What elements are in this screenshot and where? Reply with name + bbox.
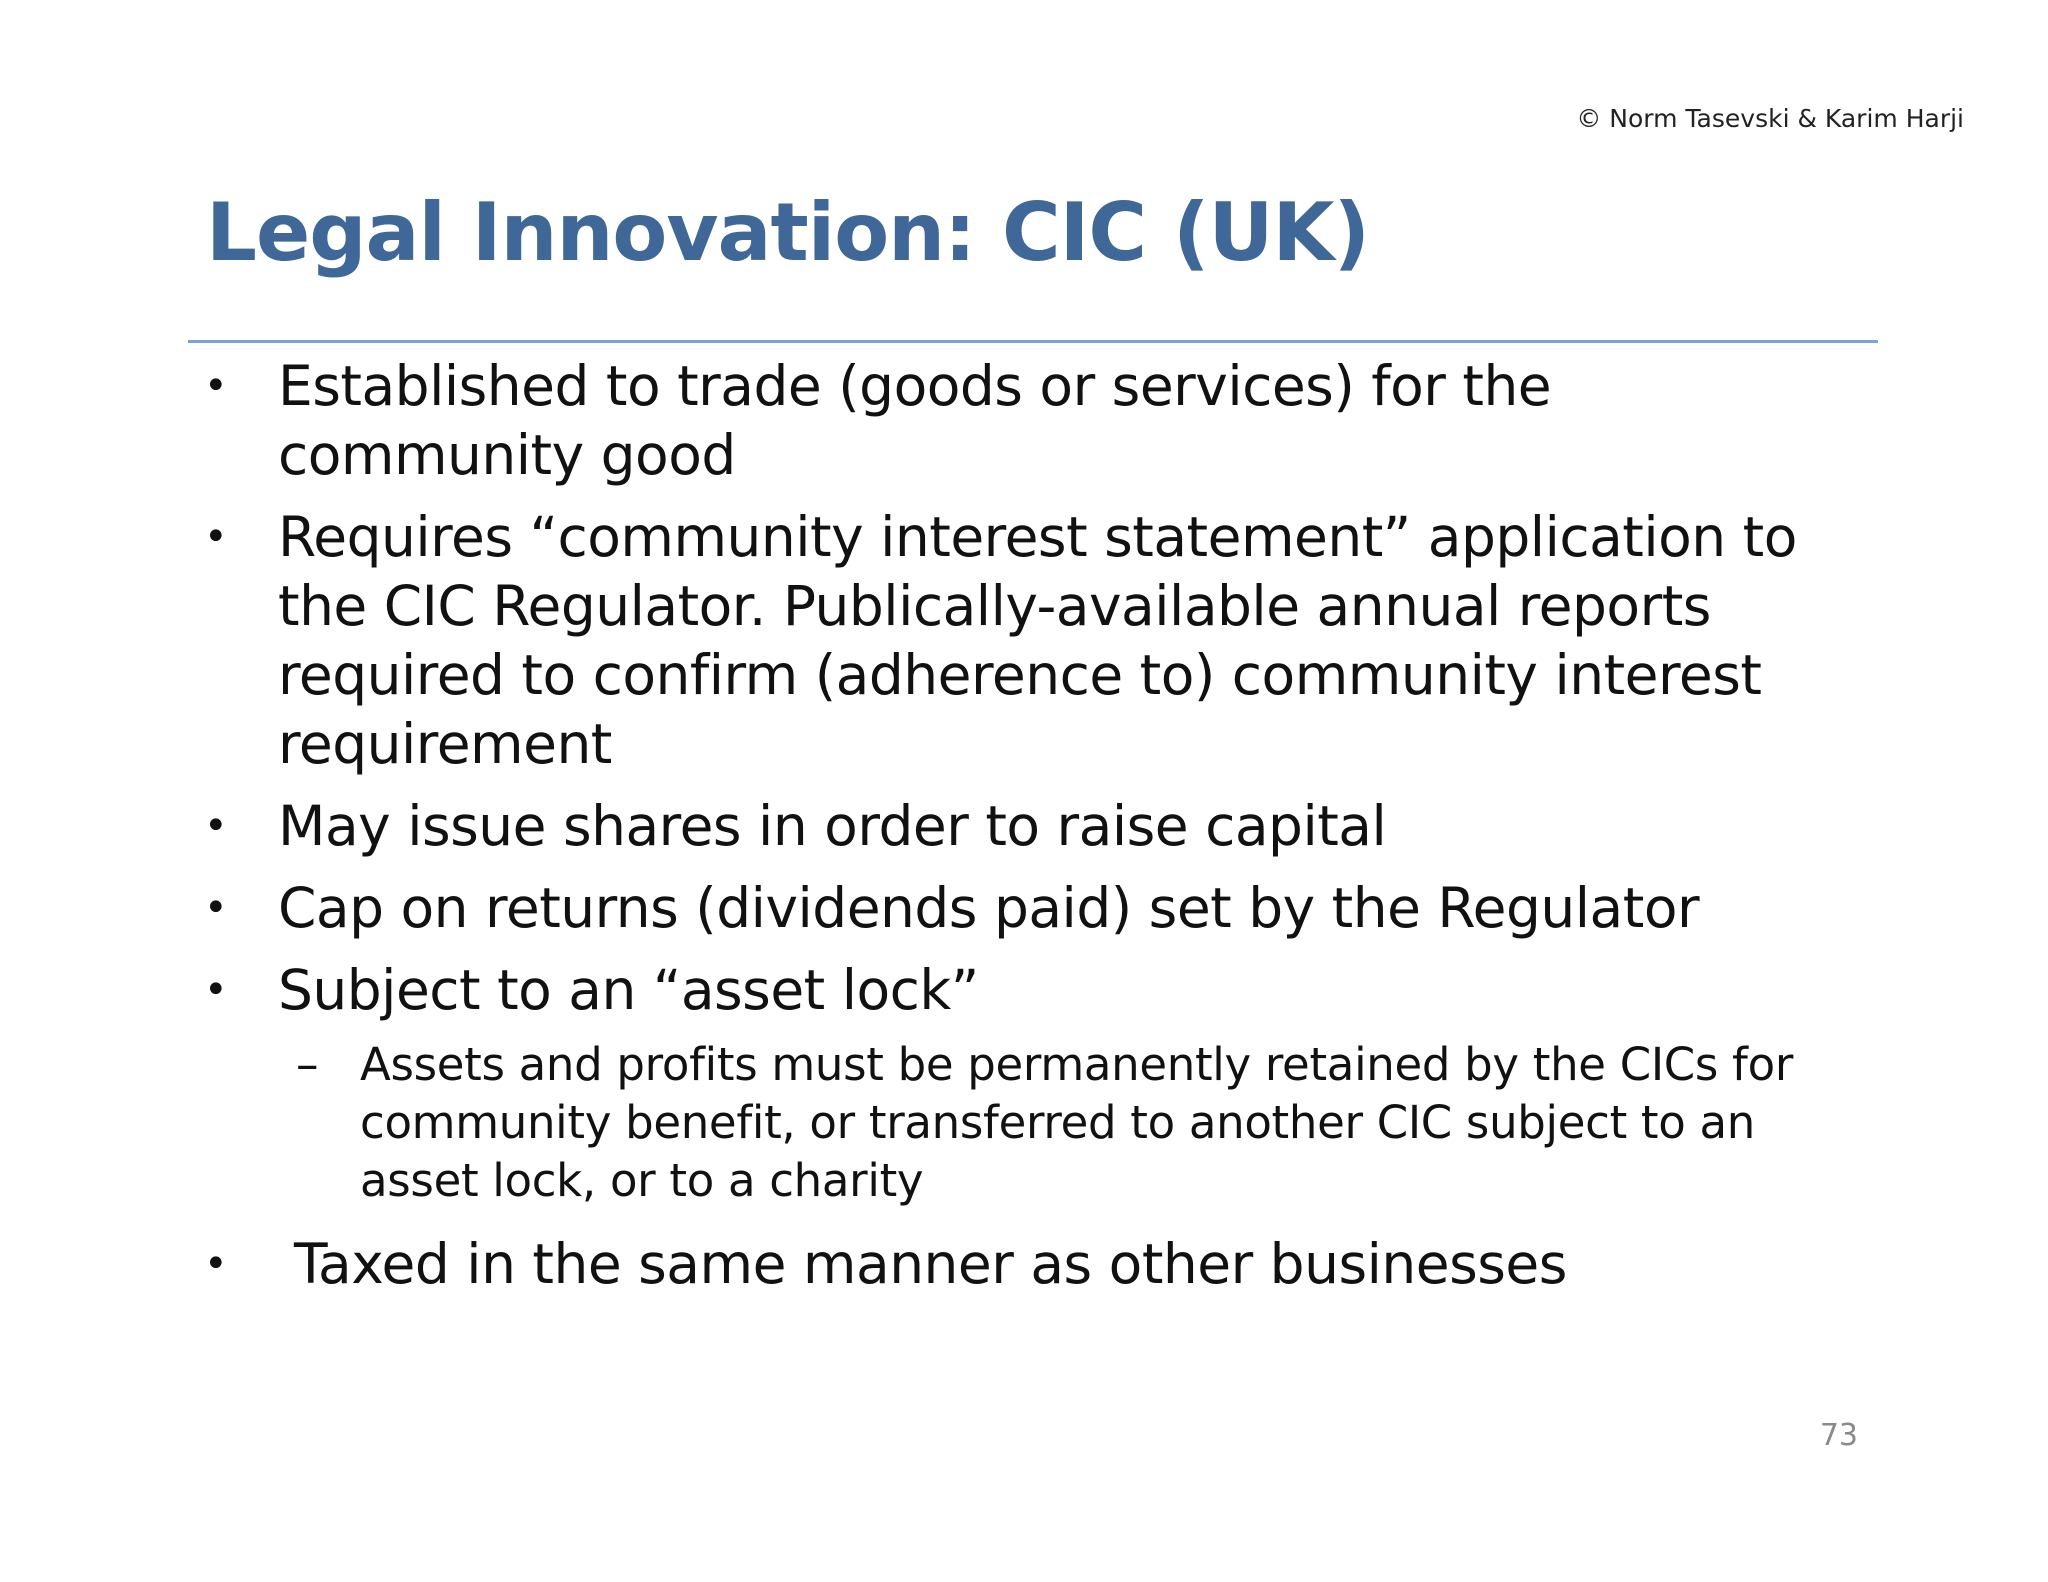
bullet-marker: • bbox=[204, 514, 228, 560]
bullet-item bbox=[204, 874, 1864, 943]
sub-bullet-text: Assets and profits must be permanently retained by the CICs for community benefit, or transferred to another CIC subject to an asset lock, or to a charity bbox=[360, 1038, 1794, 1207]
page-number: 73 bbox=[1819, 1418, 1858, 1453]
bullet-item bbox=[204, 1230, 1864, 1299]
sub-bullet-item bbox=[296, 1036, 1864, 1210]
bullet-list bbox=[204, 352, 1864, 1312]
bullet-marker: • bbox=[204, 363, 228, 409]
bullet-text: Established to trade (goods or services) for the community good bbox=[278, 354, 1552, 487]
bullet-text: Subject to an “asset lock” bbox=[278, 958, 979, 1022]
bullet-text: Cap on returns (dividends paid) set by the Regulator bbox=[278, 876, 1700, 940]
bullet-marker: • bbox=[204, 967, 228, 1013]
bullet-marker: • bbox=[204, 1241, 228, 1287]
bullet-item bbox=[204, 956, 1864, 1025]
bullet-text: Requires “community interest statement” application to the CIC Regulator. Publically-available annual reports required to confirm (adherence to) community interest requirement bbox=[278, 505, 1797, 776]
sub-bullet-marker: – bbox=[296, 1038, 319, 1091]
bullet-text: May issue shares in order to raise capital bbox=[278, 794, 1387, 858]
copyright-notice: © Norm Tasevski & Karim Harji bbox=[1576, 104, 1964, 133]
slide-title: Legal Innovation: CIC (UK) bbox=[206, 186, 1370, 279]
bullet-text: Taxed in the same manner as other businesses bbox=[294, 1232, 1567, 1296]
bullet-marker: • bbox=[204, 885, 228, 931]
bullet-item bbox=[204, 792, 1864, 861]
bullet-item bbox=[204, 352, 1864, 490]
bullet-marker: • bbox=[204, 803, 228, 849]
bullet-item bbox=[204, 503, 1864, 779]
title-divider bbox=[188, 340, 1878, 343]
